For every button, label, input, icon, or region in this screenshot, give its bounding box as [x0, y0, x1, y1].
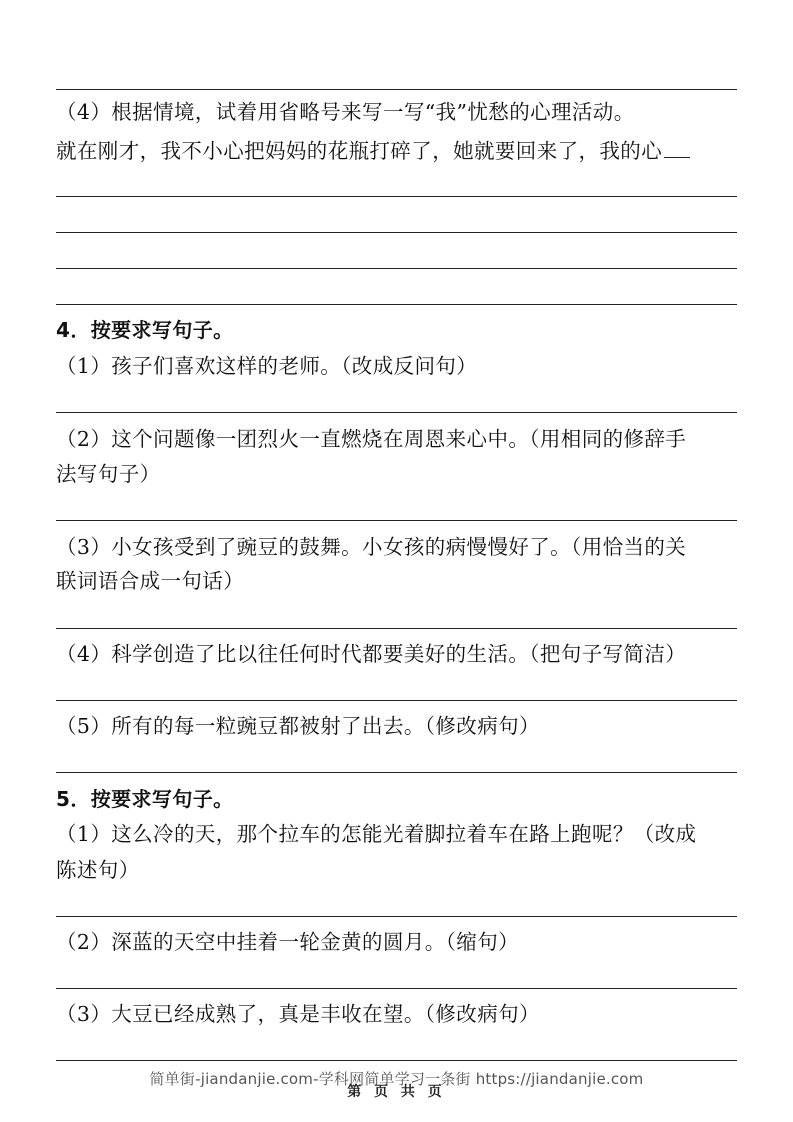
- q5-item1-line1: （1）这么冷的天，那个拉车的怎能光着脚拉着车在路上跑呢？（改成: [56, 822, 697, 846]
- answer-line[interactable]: [56, 520, 737, 521]
- inline-blank[interactable]: [664, 137, 690, 158]
- q5-heading: 5．按要求写句子。: [56, 787, 234, 811]
- q5-item1-line2: 陈述句）: [56, 858, 140, 882]
- q4-item3-line1: （3）小女孩受到了豌豆的鼓舞。小女孩的病慢慢好了。（用恰当的关: [56, 535, 687, 559]
- q3-item4-context: [56, 136, 690, 166]
- q3-item4-context-text: 就在刚才，我不小心把妈妈的花瓶打碎了，她就要回来了，我的心: [56, 139, 663, 163]
- q4-item2-line2: 法写句子）: [56, 462, 161, 486]
- answer-line[interactable]: [56, 196, 737, 197]
- q4-heading: 4．按要求写句子。: [56, 318, 234, 342]
- q4-item3-line2: 联词语合成一句话）: [56, 569, 245, 593]
- answer-line[interactable]: [56, 232, 737, 233]
- answer-line[interactable]: [56, 916, 737, 917]
- answer-line[interactable]: [56, 628, 737, 629]
- q4-item1: （1）孩子们喜欢这样的老师。（改成反问句）: [56, 354, 478, 378]
- q4-item2-line1: （2）这个问题像一团烈火一直燃烧在周恩来心中。（用相同的修辞手: [56, 427, 687, 451]
- answer-line[interactable]: [56, 988, 737, 989]
- answer-line[interactable]: [56, 268, 737, 269]
- q5-item3: （3）大豆已经成熟了，真是丰收在望。（修改病句）: [56, 1002, 540, 1026]
- answer-line[interactable]: [56, 304, 737, 305]
- answer-line[interactable]: [56, 700, 737, 701]
- footer-page-number: 第 页 共 页: [347, 1084, 446, 1100]
- answer-line[interactable]: [56, 772, 737, 773]
- q3-item4-prompt: （4）根据情境，试着用省略号来写一写“我”忧愁的心理活动。: [56, 100, 635, 124]
- q4-item5: （5）所有的每一粒豌豆都被射了出去。（修改病句）: [56, 714, 540, 738]
- q5-item2: （2）深蓝的天空中挂着一轮金黄的圆月。（缩句）: [56, 930, 519, 954]
- answer-line[interactable]: [56, 1060, 737, 1061]
- answer-line: [56, 89, 737, 90]
- q4-item4: （4）科学创造了比以往任何时代都要美好的生活。（把句子写简洁）: [56, 642, 687, 666]
- footer-site-watermark: 简单街-jiandanjie.com-学科网简单学习一条街 https://jiandanjie.com: [149, 1070, 644, 1088]
- answer-line[interactable]: [56, 412, 737, 413]
